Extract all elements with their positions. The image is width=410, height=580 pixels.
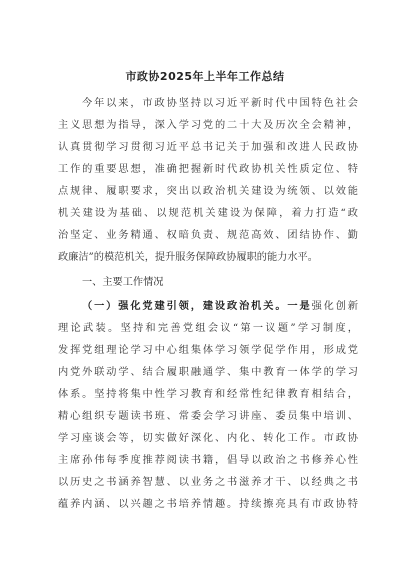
intro-line-5: 点规律、履职要求，突出以政治机关建设为统领、以效能 [58, 186, 358, 197]
body-line-3: 内党外联动学、结合履职融通学、集中教育一体学的学习 [58, 367, 358, 378]
document-title: 市政协2025年上半年工作总结 [125, 70, 285, 83]
intro-line-1: 今年以来，市政协坚持以习近平新时代中国特色社会 [82, 98, 358, 109]
subsection-heading: （一）强化党建引领，建设政治机关。 [82, 301, 288, 312]
body-line-4: 体系。坚持将集中性学习教育和经常性纪律教育相结合， [58, 389, 358, 400]
section-heading-1: 一、主要工作情况 [82, 277, 164, 288]
intro-line-4: 工作的重要思想，准确把握新时代政协机关性质定位、特 [58, 164, 358, 175]
intro-line-8: 政廉洁”的模范机关，提升服务保障政协履职的能力水平。 [58, 252, 318, 263]
body-line-8: 以历史之书涵养智慧、以业务之书滋养才干、以经典之书 [58, 477, 358, 488]
intro-line-2: 主义思想为指导，深入学习党的二十大及历次全会精神， [58, 120, 358, 131]
body-line-5: 精心组织专题读书班、常委会学习讲座、委员集中培训、 [58, 411, 358, 422]
subsection-first-line [82, 300, 358, 313]
intro-line-3: 认真贯彻学习贯彻习近平总书记关于加强和改进人民政协 [58, 142, 358, 153]
intro-line-7: 治坚定、业务精通、权暗负责、规范高效、团结协作、勤 [58, 230, 358, 241]
body-line-1: 理论武装。坚持和完善党组会议“第一议题”学习制度， [58, 323, 358, 334]
subsection-lead: 一是 [287, 301, 312, 312]
body-line-7: 主席孙伟每季度推荐阅读书籍，倡导以政治之书修养心性 [58, 455, 358, 466]
body-line-6: 学习座谈会等，切实做好深化、内化、转化工作。市政协 [58, 433, 358, 444]
intro-line-6: 机关建设为基础、以规范机关建设为保障，着力打造“政 [58, 208, 358, 219]
body-line-2: 发挥党组理论学习中心组集体学习领学促学作用，形成党 [58, 345, 358, 356]
subsection-first-rest: 强化创新 [311, 301, 358, 312]
body-line-9: 蕴养内涵、以兴趣之书培养情趣。持续擦亮具有市政协特 [58, 499, 358, 510]
